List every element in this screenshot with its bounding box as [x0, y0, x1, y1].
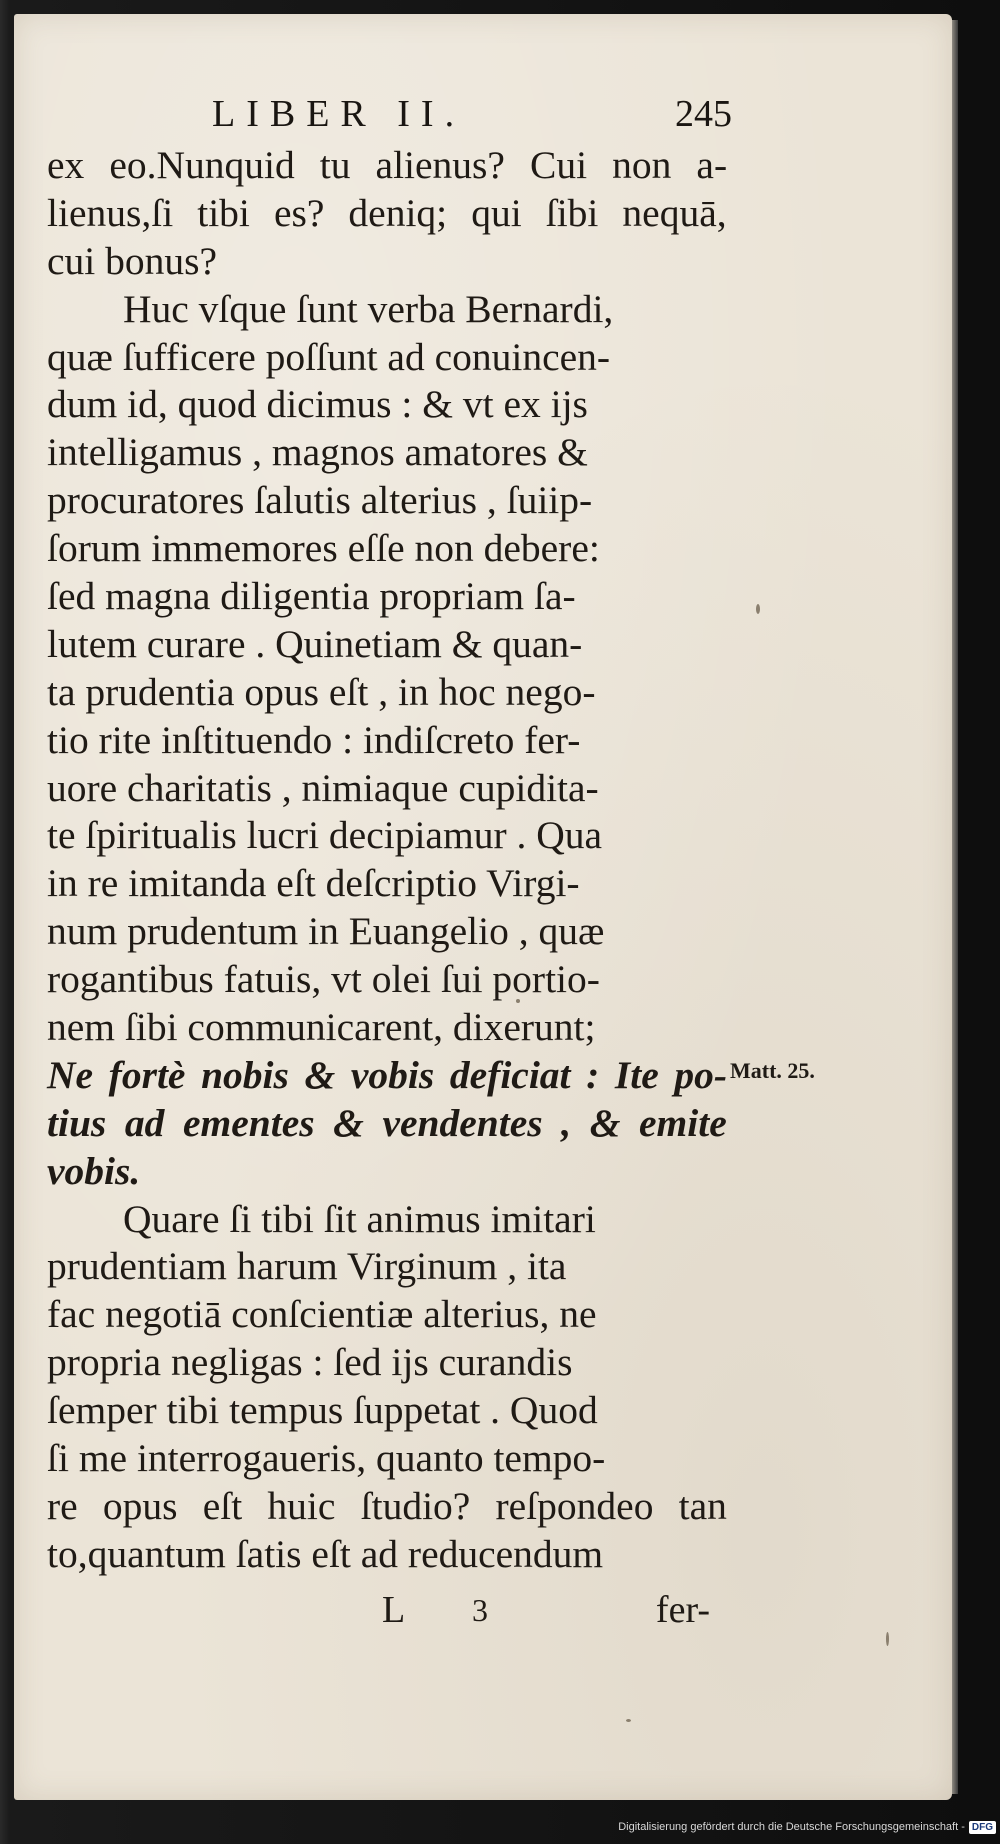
text-line: ſemper tibi tempus ſuppetat . Quod [47, 1388, 598, 1433]
paper-speck [626, 1719, 631, 1722]
text-line: te ſpiritualis lucri decipiamur . Qua [47, 813, 603, 858]
margin-note: Matt. 25. [730, 1058, 815, 1083]
text-line: ſorum immemores eſſe non debere: [47, 526, 600, 571]
credit-text: Digitalisierung gefördert durch die Deutsche Forschungsgemeinschaft - [618, 1821, 965, 1833]
body-text [47, 142, 727, 1579]
signature-mark: L [382, 1589, 406, 1631]
text-line: fac negotiā conſcientiæ alterius, ne [47, 1292, 597, 1337]
text-line: ex eo.Nunquid tu alienus? Cui non a- [47, 143, 728, 187]
text-line: tius ad ementes & vendentes , & emite [47, 1100, 727, 1145]
signature-number: 3 [472, 1592, 488, 1628]
text-line: Ne fortè nobis & vobis deficiat : Ite po- [47, 1052, 728, 1097]
text-line: dum id, quod dicimus : & vt ex ijs [47, 382, 588, 427]
text-line: uore charitatis , nimiaque cupidita- [47, 765, 599, 810]
text-line: prudentiam harum Virginum , ita [47, 1244, 567, 1289]
text-line: ta prudentia opus eſt , in hoc nego- [47, 669, 596, 714]
text-line: num prudentum in Euangelio , quæ [47, 909, 605, 954]
text-line: Huc vſque ſunt verba Bernardi, [123, 286, 614, 331]
paper-speck [886, 1632, 889, 1646]
text-line: vobis. [47, 1148, 141, 1193]
text-line: in re imitanda eſt deſcriptio Virgi- [47, 861, 580, 906]
page-footer [360, 1588, 710, 1638]
text-line: quæ ſufficere poſſunt ad conuincen- [47, 334, 611, 379]
dfg-logo: DFG [969, 1821, 996, 1834]
text-line: to,quantum ſatis eſt ad reducendum [47, 1531, 604, 1576]
text-line: nem ſibi communicarent, dixerunt; [47, 1005, 596, 1050]
text-line: rogantibus fatuis, vt olei ſui portio- [47, 957, 600, 1002]
text-line: ſed magna diligentia propriam ſa- [47, 574, 576, 619]
text-line: cui bonus? [47, 238, 218, 283]
text-line: propria negligas : ſed ijs curandis [47, 1340, 573, 1385]
running-head-title: LIBER II. [212, 93, 466, 135]
text-line: procuratores ſalutis alterius , ſuiip- [47, 478, 593, 523]
text-line: lutem curare . Quinetiam & quan- [47, 621, 583, 666]
text-line: Quare ſi tibi ſit animus imitari [123, 1196, 596, 1241]
text-line: ſi me interrogaueris, quanto tempo- [47, 1436, 606, 1481]
text-line: re opus eſt huic ſtudio? reſpondeo tan [47, 1483, 727, 1528]
catchword: fer- [655, 1589, 710, 1631]
running-head [212, 92, 732, 142]
text-line: lienus,ſi tibi es? deniq; qui ſibi nequā, [47, 190, 727, 235]
text-line: tio rite inſtituendo : indiſcreto fer- [47, 717, 581, 762]
digitization-credit [618, 1814, 996, 1840]
paper-speck [756, 604, 760, 614]
text-line: intelligamus , magnos amatores & [47, 430, 588, 475]
page-number: 245 [675, 93, 732, 135]
